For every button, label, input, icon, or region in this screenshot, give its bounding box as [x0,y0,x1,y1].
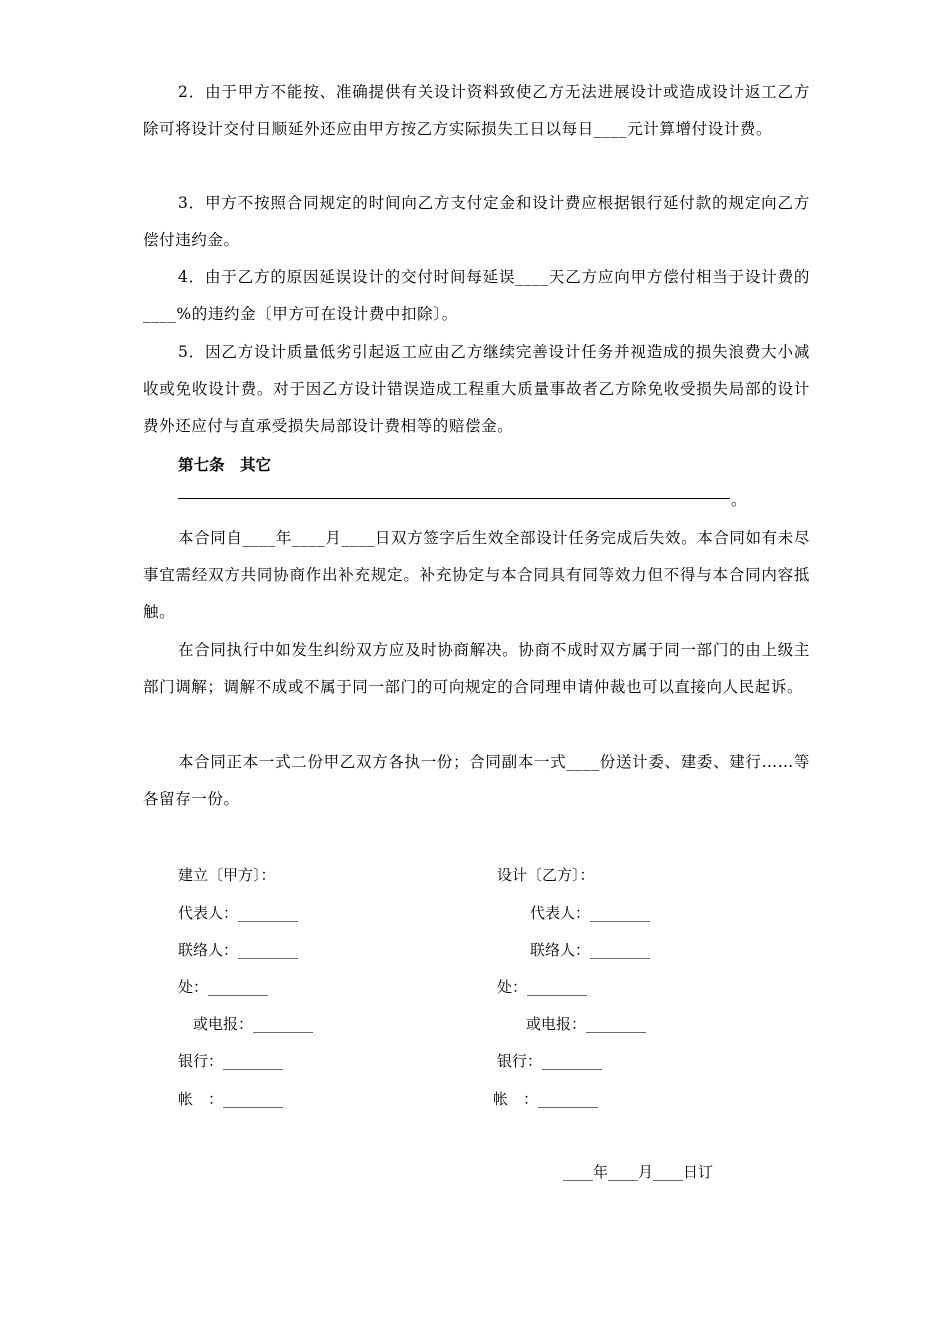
party-b-title: 设计〔乙方〕： [497,866,595,884]
party-b-address: 处：________ [497,978,588,996]
party-b-representative: 代表人：________ [530,904,651,922]
party-b-contact: 联络人：________ [530,941,651,959]
party-a-telegram: 或电报：________ [193,1015,314,1033]
article-7-paragraph-disputes: 在合同执行中如发生纠纷双方应及时协商解决。协商不成时双方属于同一部门的由上级主部门调解；调解不成或不属于同一部门的可向规定的合同理申请仲裁也可以直接向人民起诉。 [143,641,810,696]
article-7-paragraph-validity: 本合同自____年____月____日双方签字后生效全部设计任务完成后失效。本合同如有未尽事宜需经双方共同协商作出补充规定。补充协定与本合同具有同等效力但不得与本合同内容抵触。 [143,529,810,621]
article-7-heading: 第七条 其它 [178,455,272,474]
party-b-bank: 银行：________ [497,1052,603,1070]
party-a-title: 建立〔甲方〕： [178,866,276,884]
party-a-address: 处：________ [178,978,269,996]
party-b-account: 帐 ：________ [493,1090,599,1108]
party-a-bank: 银行：________ [178,1052,284,1070]
party-a-contact: 联络人：________ [178,941,299,959]
signing-date: ____年____月____日订 [563,1163,714,1181]
fill-in-line [178,498,730,499]
clause-3: 3．甲方不按照合同规定的时间向乙方支付定金和设计费应根据银行延付款的规定向乙方偿付违约金。 [143,194,810,249]
clause-4: 4．由于乙方的原因延误设计的交付时间每延误____天乙方应向甲方偿付相当于设计费的____%的违约金〔甲方可在设计费中扣除〕。 [143,268,810,323]
party-a-account: 帐 ：________ [178,1090,284,1108]
clause-5: 5．因乙方设计质量低劣引起返工应由乙方继续完善设计任务并视造成的损失浪费大小减收或免收设计费。对于因乙方设计错误造成工程重大质量事故者乙方除免收受损失局部的设计费外还应付与直承受损失局部设计费相等的赔偿金。 [143,343,810,435]
clause-2: 2．由于甲方不能按、准确提供有关设计资料致使乙方无法进展设计或造成设计返工乙方除可将设计交付日顺延外还应由甲方按乙方实际损失工日以每日____元计算增付设计费。 [143,83,810,138]
article-7-paragraph-copies: 本合同正本一式二份甲乙双方各执一份；合同副本一式____份送计委、建委、建行……等各留存一份。 [143,753,810,808]
party-a-representative: 代表人：________ [178,904,299,922]
party-b-telegram: 或电报：________ [526,1015,647,1033]
fill-in-line-end: 。 [731,491,747,509]
